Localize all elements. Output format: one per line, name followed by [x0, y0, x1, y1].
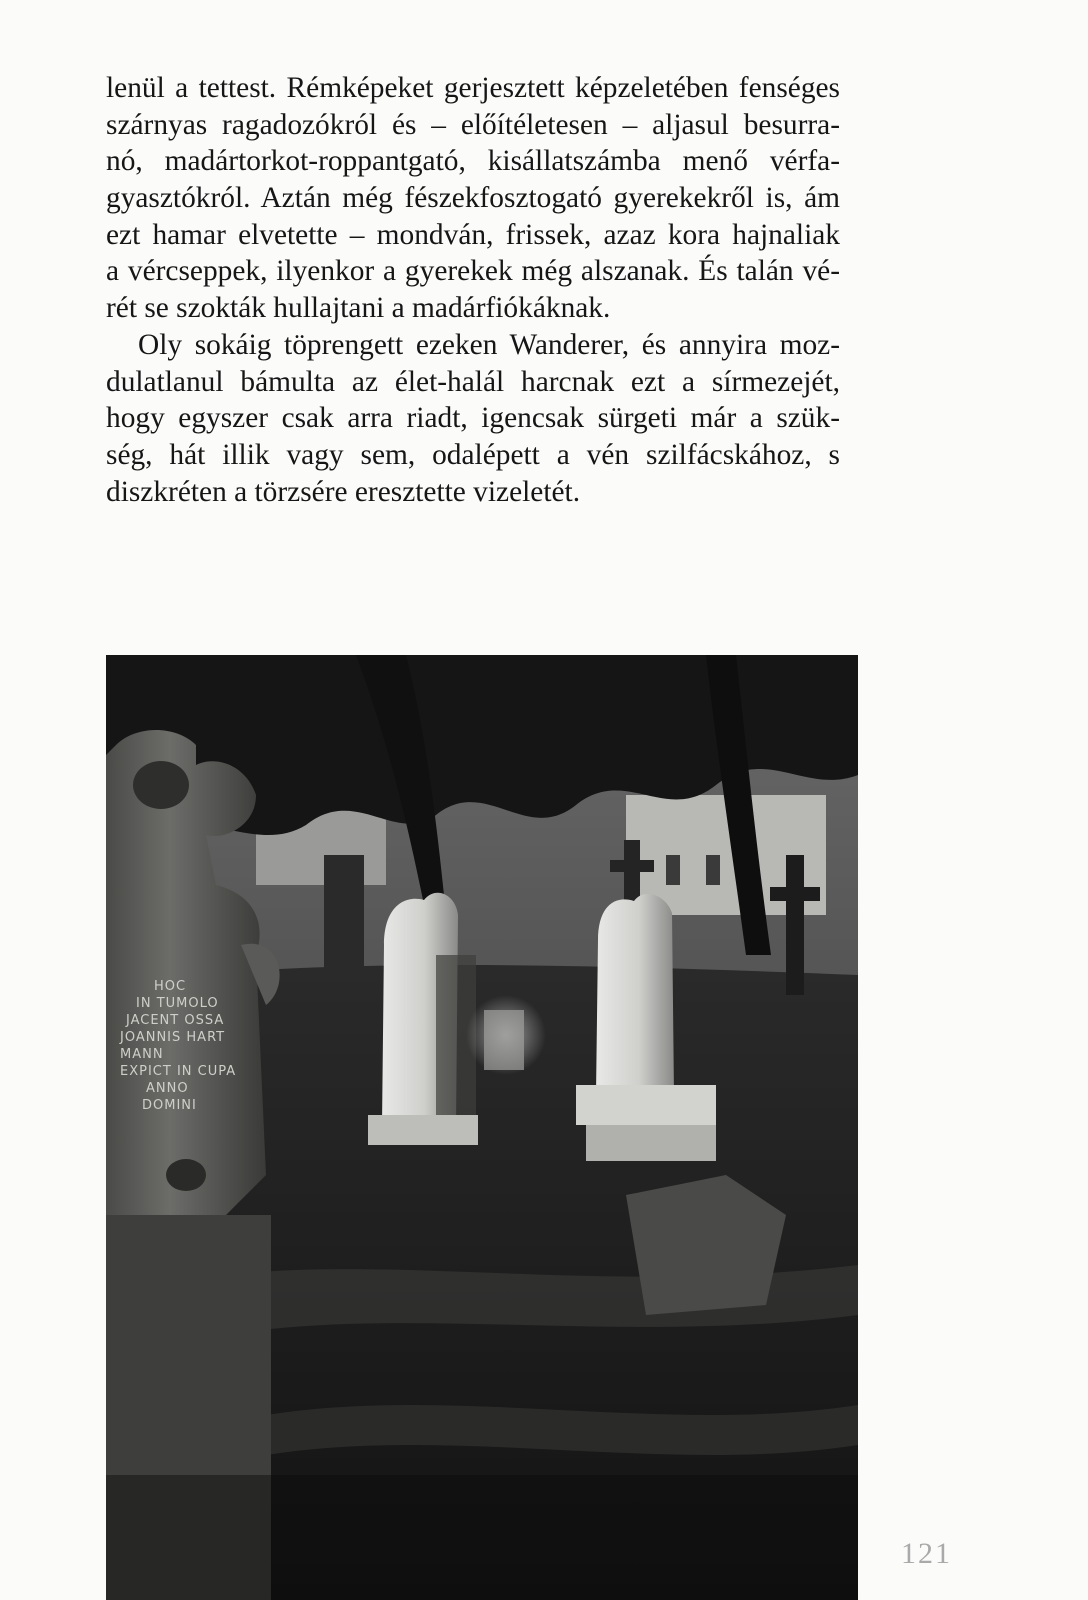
- inscription-line: DOMINI: [142, 1098, 197, 1113]
- inscription-line: HOC: [154, 979, 187, 994]
- inscription-line: MANN: [120, 1047, 164, 1062]
- inscription-line: EXPICT IN CUPA: [120, 1064, 237, 1079]
- page-number: 121: [901, 1537, 952, 1570]
- text-line: dulatlanul bámulta az élet-halál harcnak ezt a sírmezejét,: [106, 365, 840, 398]
- text-line: hogy egyszer csak arra riadt, igencsak sürgeti már a szük-: [106, 402, 840, 435]
- text-line: rét se szokták hullajtani a madárfiókáknak.: [106, 292, 611, 325]
- inscription-line: ANNO: [146, 1081, 189, 1096]
- text-line: ezt hamar elvetette – mondván, frissek, azaz kora hajnaliak: [106, 218, 840, 251]
- text-line: Oly sokáig töprengett ezeken Wanderer, és annyira moz-: [138, 328, 840, 361]
- body-text: [106, 70, 840, 510]
- inscription-line: JACENT OSSA: [126, 1013, 225, 1028]
- paragraph: [106, 327, 840, 510]
- cemetery-photo-illustration: [106, 655, 858, 1600]
- skull-ornament: [133, 761, 189, 809]
- text-line: nó, madártorkot-roppantgató, kisállatszámba menő vérfa-: [106, 145, 840, 178]
- inscription-line: JOANNIS HART: [120, 1030, 226, 1045]
- text-line: ség, hát illik vagy sem, odalépett a vén szilfácskához, s: [106, 438, 840, 471]
- text-line: gyasztókról. Aztán még fészekfosztogató gyerekekről is, ám: [106, 182, 840, 215]
- cemetery-photo: [106, 655, 858, 1600]
- text-line: lenül a tettest. Rémképeket gerjesztett képzeletében fenséges: [106, 72, 840, 104]
- skull-ornament: [166, 1159, 206, 1191]
- inscription-line: IN TUMOLO: [136, 996, 219, 1011]
- text-line: diszkréten a törzsére eresztette vizeletét.: [106, 475, 581, 508]
- paragraph: [106, 70, 840, 327]
- text-line: szárnyas ragadozókról és – előítéletesen – aljasul besurra-: [106, 108, 840, 141]
- text-line: a vércseppek, ilyenkor a gyerekek még alszanak. És talán vé-: [106, 255, 840, 288]
- gravestone: [324, 855, 364, 975]
